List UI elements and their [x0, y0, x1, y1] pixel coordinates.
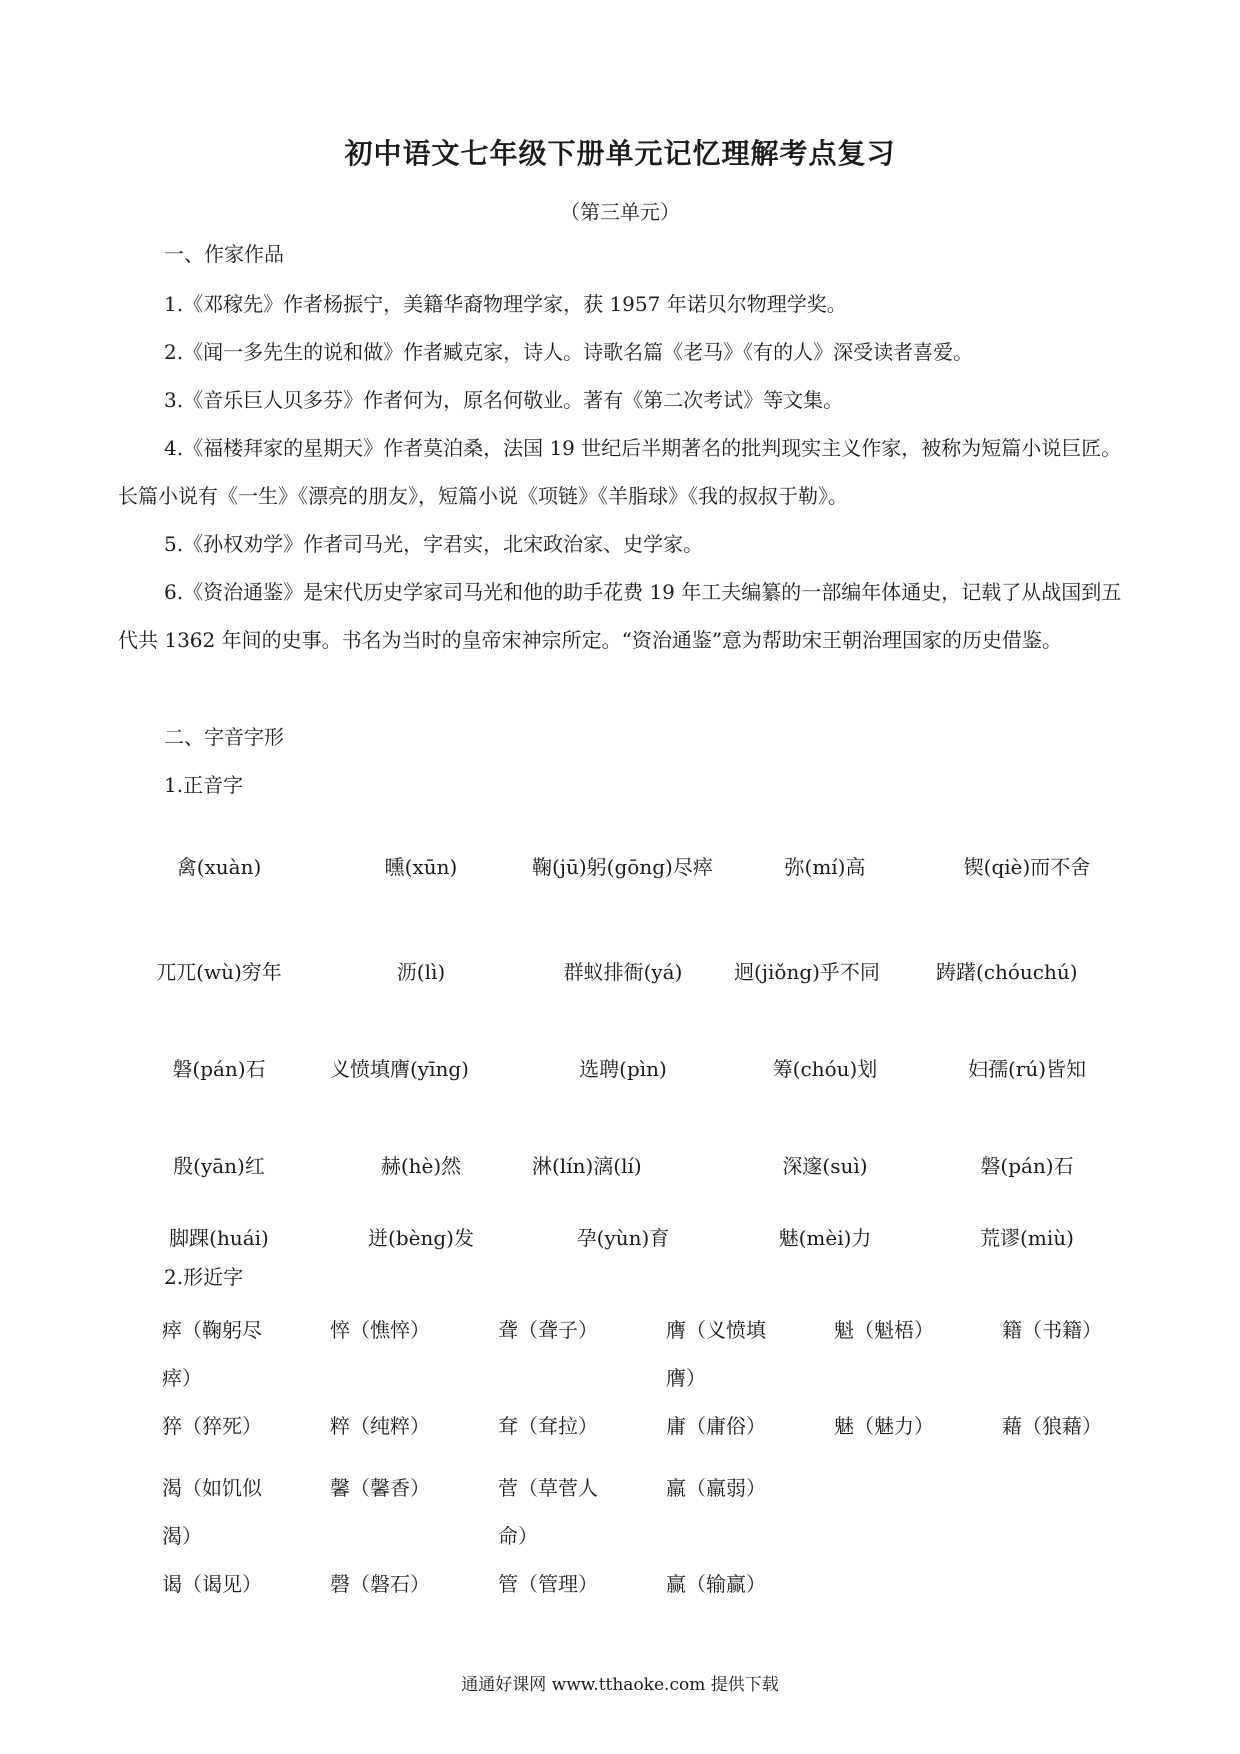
pronunciation-item: 踌躇(chóuchú) — [936, 960, 1078, 984]
pronunciation-item: 迥(jiǒng)乎不同 — [734, 960, 880, 984]
author-item: 5.《孙权劝学》作者司马光，字君实，北宋政治家、史学家。 — [164, 532, 704, 556]
similar-char-item: 庸（庸俗） — [666, 1414, 766, 1438]
similar-char-item: 籍（书籍） — [1002, 1318, 1102, 1342]
similar-char-item: 魅（魅力） — [834, 1414, 934, 1438]
similar-char-item: 猝（猝死） — [162, 1414, 262, 1438]
pronunciation-item: 殷(yān)红 — [173, 1154, 265, 1178]
section-heading-authors: 一、作家作品 — [164, 242, 284, 266]
pronunciation-item: 迸(bèng)发 — [368, 1226, 474, 1250]
pronunciation-item: 深邃(suì) — [782, 1154, 868, 1178]
pronunciation-item: 弥(mí)高 — [784, 855, 866, 879]
page-title: 初中语文七年级下册单元记忆理解考点复习 — [344, 137, 896, 170]
author-item: 3.《音乐巨人贝多芬》作者何为，原名何敬业。著有《第二次考试》等文集。 — [164, 388, 844, 412]
similar-char-item: 赢（输赢） — [666, 1572, 766, 1596]
pronunciation-item: 筹(chóu)划 — [772, 1057, 878, 1081]
similar-char-item: 管（管理） — [498, 1572, 598, 1596]
pronunciation-table — [118, 810, 1128, 1262]
similar-char-item: 粹（纯粹） — [330, 1414, 430, 1438]
similar-char-item — [958, 1464, 1126, 1560]
similar-char-item: 魁（魁梧） — [834, 1318, 934, 1342]
similar-char-item: 膺（义愤填膺） — [666, 1318, 766, 1390]
section-heading-pronunciation: 二、字音字形 — [164, 725, 284, 749]
similar-char-item: 菅（草菅人命） — [498, 1476, 598, 1548]
similar-char-item — [790, 1464, 958, 1560]
similar-char-item: 聋（聋子） — [498, 1318, 598, 1342]
pronunciation-item: 曛(xūn) — [384, 855, 458, 879]
similar-char-item: 羸（羸弱） — [666, 1476, 766, 1500]
pronunciation-item: 禽(xuàn) — [176, 855, 262, 879]
similar-char-item: 渴（如饥似渴） — [162, 1476, 262, 1548]
similar-characters-table — [118, 1306, 1128, 1608]
subheading-correct-pronunciation: 1.正音字 — [164, 773, 244, 797]
page-footer: 通通好课网 www.tthaoke.com 提供下载 — [461, 1675, 779, 1695]
similar-char-item — [958, 1560, 1126, 1608]
pronunciation-item: 磐(pán)石 — [172, 1057, 266, 1081]
pronunciation-item: 荒谬(miù) — [980, 1226, 1074, 1250]
pronunciation-item: 孕(yùn)育 — [576, 1226, 670, 1250]
pronunciation-item: 淋(lín)漓(lí) — [532, 1154, 642, 1178]
pronunciation-item: 群蚁排衙(yá) — [563, 960, 683, 984]
author-item: 6.《资治通鉴》是宋代历史学家司马光和他的助手花费 19 年工夫编纂的一部编年体通史，记载了从战国到五代共 1362 年间的史事。书名为当时的皇帝宋神宗所定。“资治通鉴”意为帮助宋王朝治理国家的历史借鉴。 — [118, 580, 1122, 652]
similar-char-item: 悴（憔悴） — [330, 1318, 430, 1342]
pronunciation-item: 赫(hè)然 — [380, 1154, 462, 1178]
pronunciation-item: 妇孺(rú)皆知 — [967, 1057, 1087, 1081]
similar-char-item: 馨（馨香） — [330, 1476, 430, 1500]
pronunciation-item: 魅(mèi)力 — [778, 1226, 872, 1250]
similar-char-item: 谒（谒见） — [162, 1572, 262, 1596]
similar-char-item: 藉（狼藉） — [1002, 1414, 1102, 1438]
page-subtitle: （第三单元） — [560, 200, 680, 224]
pronunciation-item: 沥(lì) — [396, 960, 446, 984]
pronunciation-item: 锲(qiè)而不舍 — [963, 855, 1091, 879]
similar-char-item: 耷（耷拉） — [498, 1414, 598, 1438]
author-item: 1.《邓稼先》作者杨振宁，美籍华裔物理学家，获 1957 年诺贝尔物理学奖。 — [164, 292, 847, 316]
pronunciation-item: 义愤填膺(yīng) — [330, 1057, 469, 1081]
pronunciation-item: 选聘(pìn) — [579, 1057, 667, 1081]
pronunciation-item: 磐(pán)石 — [980, 1154, 1074, 1178]
author-item: 2.《闻一多先生的说和做》作者臧克家，诗人。诗歌名篇《老马》《有的人》深受读者喜爱。 — [164, 340, 974, 364]
similar-char-item: 瘁（鞠躬尽瘁） — [162, 1318, 262, 1390]
subheading-similar-characters: 2.形近字 — [164, 1265, 244, 1289]
pronunciation-item: 脚踝(huái) — [169, 1226, 269, 1250]
similar-char-item: 磬（磐石） — [330, 1572, 430, 1596]
pronunciation-item: 鞠(jū)躬(gōng)尽瘁 — [532, 855, 713, 879]
author-item: 4.《福楼拜家的星期天》作者莫泊桑，法国 19 世纪后半期著名的批判现实主义作家，被称为短篇小说巨匠。长篇小说有《一生》《漂亮的朋友》，短篇小说《项链》《羊脂球》《我的叔叔于勒》。 — [118, 436, 1122, 508]
pronunciation-item: 兀兀(wù)穷年 — [156, 960, 282, 984]
similar-char-item — [790, 1560, 958, 1608]
